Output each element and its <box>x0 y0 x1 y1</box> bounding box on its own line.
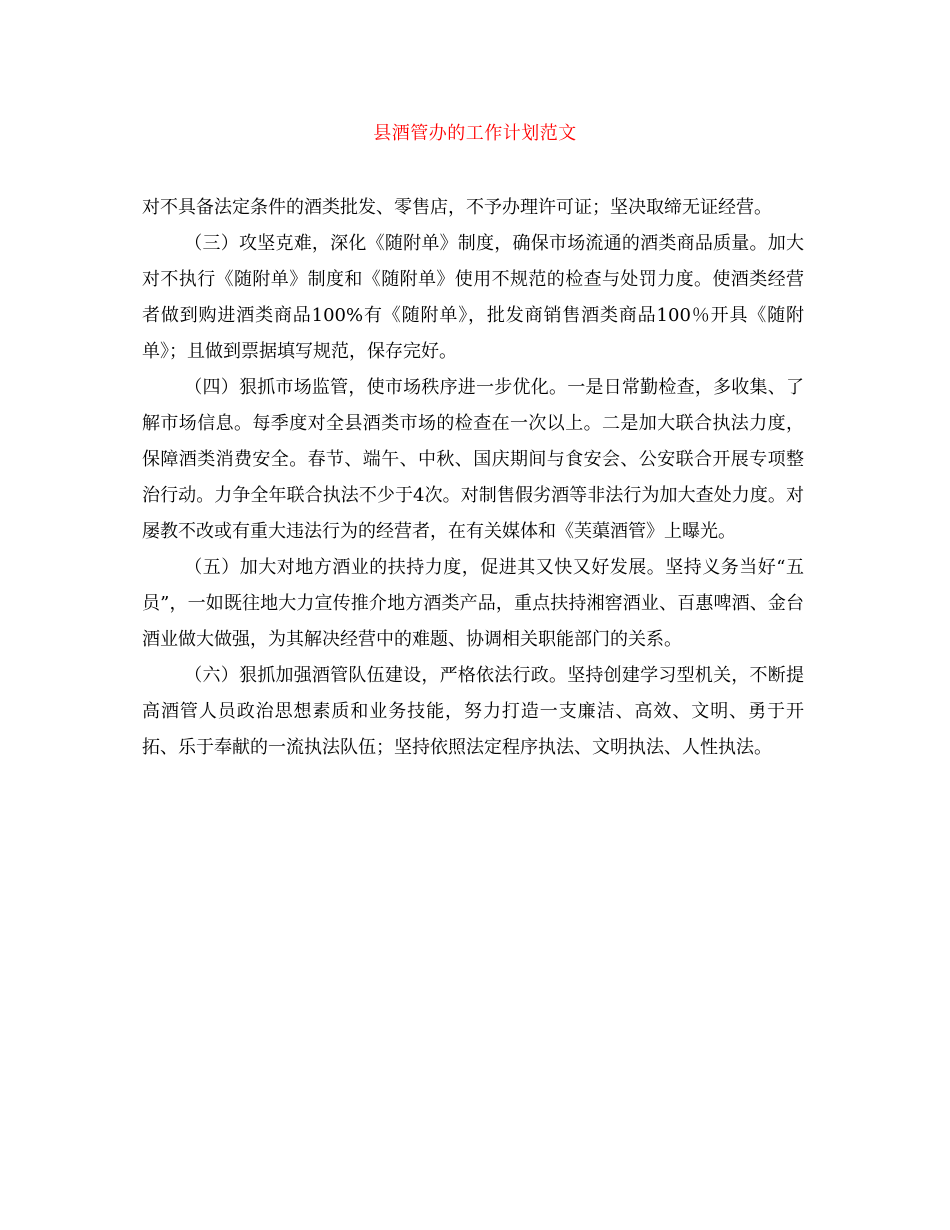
paragraph-section-3: （三）攻坚克难，深化《随附单》制度，确保市场流通的酒类商品质量。加大对不执行《随附单》制度和《随附单》使用不规范的检查与处罚力度。使酒类经营者做到购进酒类商品100%有《随附单》，批发商销售酒类商品100％开具《随附单》；且做到票据填写规范，保存完好。 <box>142 233 804 362</box>
paragraph-continuation: 对不具备法定条件的酒类批发、零售店，不予办理许可证；坚决取缔无证经营。 <box>142 197 772 218</box>
paragraph-section-5: （五）加大对地方酒业的扶持力度，促进其又快又好发展。坚持义务当好“五员”，一如既往地大力宣传推介地方酒类产品，重点扶持湘窖酒业、百惠啤酒、金台酒业做大做强，为其解决经营中的难题、协调相关职能部门的关系。 <box>142 557 804 650</box>
document-title: 县酒管办的工作计划范文 <box>373 123 577 144</box>
paragraph-section-4: （四）狠抓市场监管，使市场秩序进一步优化。一是日常勤检查，多收集、了解市场信息。每季度对全县酒类市场的检查在一次以上。二是加大联合执法力度，保障酒类消费安全。春节、端午、中秋、国庆期间与食安会、公安联合开展专项整治行动。力争全年联合执法不少于4次。对制售假劣酒等非法行为加大查处力度。对屡教不改或有重大违法行为的经营者，在有关媒体和《芙蕖酒管》上曝光。 <box>142 377 804 542</box>
paragraph-section-6: （六）狠抓加强酒管队伍建设，严格依法行政。坚持创建学习型机关，不断提高酒管人员政治思想素质和业务技能，努力打造一支廉洁、高效、文明、勇于开拓、乐于奉献的一流执法队伍；坚持依照法定程序执法、文明执法、人性执法。 <box>142 665 804 758</box>
document-body <box>142 190 804 766</box>
